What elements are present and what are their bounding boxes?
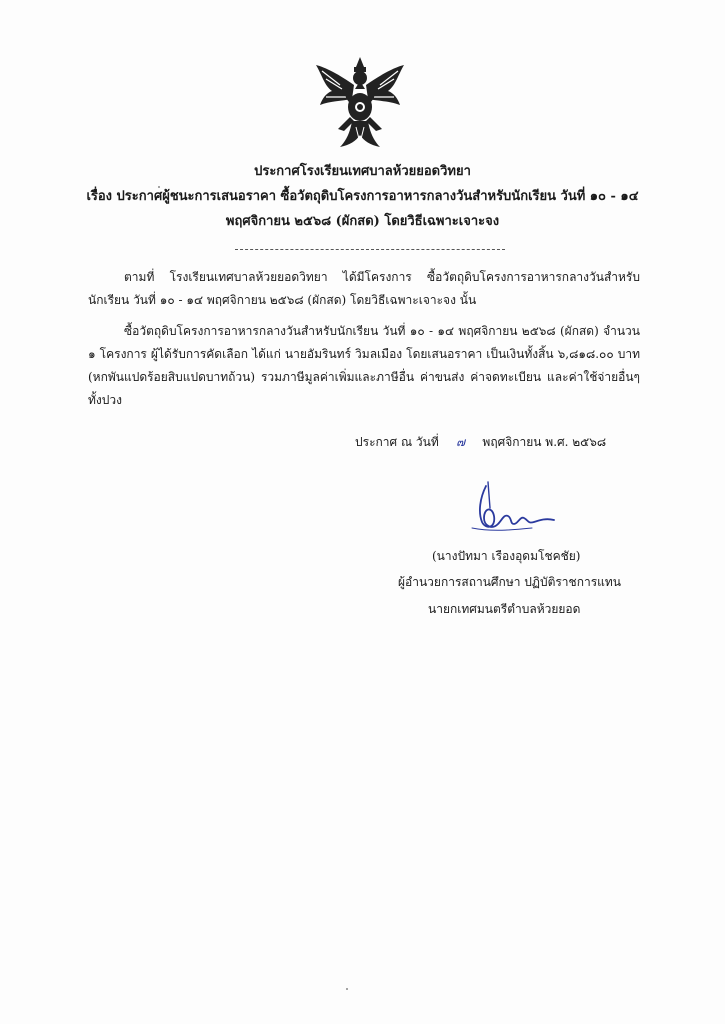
signer-title: ผู้อำนวยการสถานศึกษา ปฏิบัติราชการแทน xyxy=(398,575,621,589)
scan-speck xyxy=(158,186,160,188)
announcement-prefix: ประกาศ ณ วันที่ xyxy=(355,435,439,449)
announcement-date xyxy=(355,433,606,452)
dashed-divider xyxy=(235,249,505,250)
paragraph-1-text: ตามที่ โรงเรียนเทศบาลห้วยยอดวิทยา ได้มีโครงการ ซื้อวัตถุดิบโครงการอาหารกลางวันสำหรับนักเรียน วันที่ ๑๐ - ๑๔ พฤศจิกายน ๒๕๖๘ (ผักสด) โดยวิธีเฉพาะเจาะจง นั้น xyxy=(88,270,640,307)
handwritten-signature xyxy=(462,478,562,538)
document-subject: เรื่อง ประกาศผู้ชนะการเสนอราคา ซื้อวัตถุดิบโครงการอาหารกลางวันสำหรับนักเรียน วันที่ ๑๐ - ๑๔ xyxy=(86,189,639,204)
announcement-suffix: พฤศจิกายน พ.ศ. ๒๕๖๘ xyxy=(482,435,607,449)
body-paragraph-1 xyxy=(88,266,640,312)
scan-speck xyxy=(346,988,348,990)
document-subject-continued: พฤศจิกายน ๒๕๖๘ (ผักสด) โดยวิธีเฉพาะเจาะจง xyxy=(225,214,500,229)
signer-title-secondary: นายกเทศมนตรีตำบลห้วยยอด xyxy=(428,602,581,616)
document-heading: ประกาศโรงเรียนเทศบาลห้วยยอดวิทยา xyxy=(254,164,471,179)
garuda-emblem-icon xyxy=(310,55,410,155)
body-paragraph-2 xyxy=(88,320,640,412)
announcement-day: ๗ xyxy=(456,435,466,449)
signer-name: (นางปัทมา เรืองอุดมโชคชัย) xyxy=(432,549,581,563)
paragraph-2-text: ซื้อวัตถุดิบโครงการอาหารกลางวันสำหรับนักเรียน วันที่ ๑๐ - ๑๔ พฤศจิกายน ๒๕๖๘ (ผักสด) จำนวน ๑ โครงการ ผู้ได้รับการคัดเลือก ได้แก่ นายอัมรินทร์ วิมลเมือง โดยเสนอราคา เป็นเงินทั้งสิ้น ๖,๘๑๘.๐๐ บาท (หกพันแปดร้อยสิบแปดบาทถ้วน) รวมภาษีมูลค่าเพิ่มและภาษีอื่น ค่าขนส่ง ค่าจดทะเบียน และค่าใช้จ่ายอื่นๆ ทั้งปวง xyxy=(88,324,640,407)
